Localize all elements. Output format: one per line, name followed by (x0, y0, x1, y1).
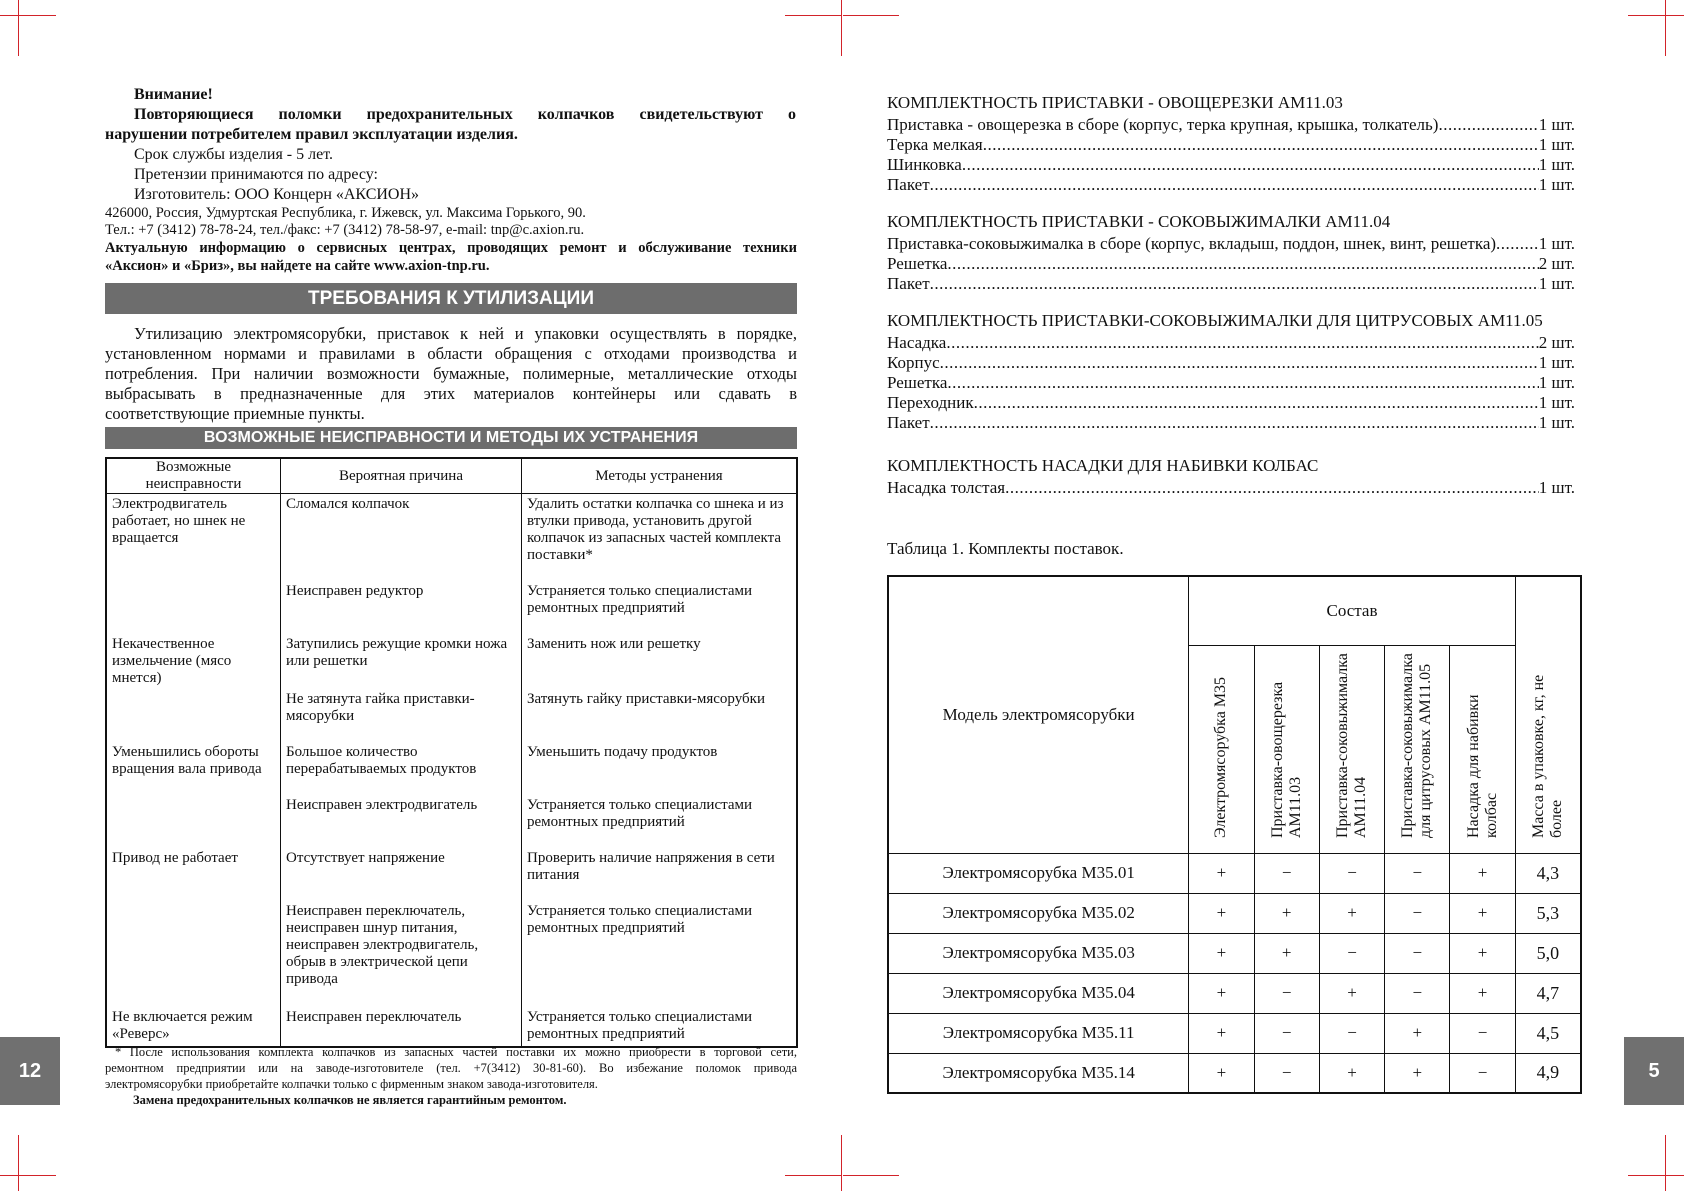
address: 426000, Россия, Удмуртская Республика, г. Ижевск, ул. Максима Горького, 90. (105, 205, 586, 221)
kit-item-qty: 2 шт. (1538, 254, 1575, 273)
leader-dots (930, 274, 1539, 294)
kit-item-name: Корпус (887, 353, 940, 372)
attention-label: Внимание! (134, 86, 213, 103)
page-number: 12 (0, 1037, 60, 1105)
faults-cell-cause: Не затянута гайка приставки-мясорубки (281, 689, 522, 742)
component-header-text: Приставка-соковыжималка для цитрусовых АМ11.05 (1399, 652, 1435, 838)
faults-cell-fault (106, 581, 281, 634)
component-cell: − (1254, 1013, 1319, 1053)
kit-item (887, 353, 1575, 373)
leader-dots (983, 135, 1539, 155)
faults-row (106, 634, 797, 689)
component-cell: + (1319, 1053, 1384, 1093)
faults-row (106, 689, 797, 742)
component-header-text: Электромясорубка М35 (1212, 676, 1230, 838)
component-cell: − (1254, 1053, 1319, 1093)
faults-cell-cause: Неисправен переключатель (281, 1007, 522, 1047)
leader-dots (947, 373, 1538, 393)
kit-item-name: Терка мелкая (887, 135, 983, 154)
faults-cell-cause: Затупились режущие кромки ножа или решетки (281, 634, 522, 689)
faults-row (106, 795, 797, 848)
faults-cell-fault: Не включается режим «Реверс» (106, 1007, 281, 1047)
component-cell: − (1254, 973, 1319, 1013)
kits-row (888, 1013, 1581, 1053)
page-number: 5 (1624, 1037, 1684, 1105)
kit-item-qty: 1 шт. (1538, 274, 1575, 293)
component-cell: − (1319, 853, 1384, 893)
faults-header: Вероятная причина (281, 458, 522, 494)
faults-cell-fault: Уменьшились обороты вращения вала привода (106, 742, 281, 795)
mass-cell: 5,0 (1515, 933, 1581, 973)
disposal-line: установленном нормами и правилами в области обращения с отходами производства и (105, 344, 797, 363)
component-cell: − (1254, 853, 1319, 893)
leader-dots (1005, 478, 1539, 498)
faults-row (106, 1007, 797, 1047)
model-cell: Электромясорубка М35.01 (888, 853, 1189, 893)
component-cell: − (1385, 853, 1450, 893)
kits-row (888, 893, 1581, 933)
component-cell: + (1189, 973, 1254, 1013)
kit-item-name: Приставка-соковыжималка в сборе (корпус, вкладыш, поддон, шнек, винт, решетка) (887, 234, 1497, 253)
mass-header (1515, 576, 1581, 853)
kit-item-name: Решетка (887, 373, 948, 392)
leader-dots (974, 393, 1539, 413)
faults-cell-cause: Неисправен электродвигатель (281, 795, 522, 848)
faults-cell-fault (106, 689, 281, 742)
kit-item (887, 413, 1575, 433)
component-cell: + (1254, 893, 1319, 933)
kit-item (887, 234, 1575, 254)
kit-item-qty: 1 шт. (1538, 373, 1575, 392)
leader-dots (930, 175, 1539, 195)
component-header (1450, 645, 1515, 853)
faults-cell-cause: Неисправен редуктор (281, 581, 522, 634)
kit-item (887, 333, 1575, 353)
faults-cell-fault (106, 901, 281, 1007)
faults-cell-fix: Заменить нож или решетку (522, 634, 798, 689)
faults-row (106, 742, 797, 795)
right-page (842, 0, 1684, 1191)
component-cell: + (1319, 973, 1384, 1013)
faults-cell-fix: Устраняется только специалистами ремонтных предприятий (522, 1007, 798, 1047)
component-cell: + (1385, 1013, 1450, 1053)
component-cell: + (1319, 893, 1384, 933)
faults-cell-cause: Большое количество перерабатываемых продуктов (281, 742, 522, 795)
component-header-text: Приставка-овощерезка АМ11.03 (1268, 681, 1304, 838)
component-header (1385, 645, 1450, 853)
leader-dots (947, 254, 1538, 274)
faults-heading: ВОЗМОЖНЫЕ НЕИСПРАВНОСТИ И МЕТОДЫ ИХ УСТРАНЕНИЯ (105, 427, 797, 449)
kit-item-qty: 1 шт. (1538, 353, 1575, 372)
faults-cell-fault: Привод не работает (106, 848, 281, 901)
component-cell: + (1450, 853, 1515, 893)
component-cell: + (1189, 1013, 1254, 1053)
component-cell: − (1385, 893, 1450, 933)
kit-item (887, 115, 1575, 135)
kits-row (888, 1053, 1581, 1093)
kit-item-qty: 1 шт. (1538, 234, 1575, 253)
footnote-bold: Замена предохранительных колпачков не является гарантийным ремонтом. (133, 1093, 567, 1107)
kit-title: КОМПЛЕКТНОСТЬ ПРИСТАВКИ - СОКОВЫЖИМАЛКИ АМ11.04 (887, 212, 1391, 231)
faults-cell-fix: Затянуть гайку приставки-мясорубки (522, 689, 798, 742)
component-cell: + (1189, 853, 1254, 893)
disposal-line: соответствующие приемные пункты. (105, 404, 365, 423)
kit-item-qty: 1 шт. (1538, 115, 1575, 134)
model-cell: Электромясорубка М35.02 (888, 893, 1189, 933)
table-caption: Таблица 1. Комплекты поставок. (887, 539, 1124, 558)
faults-cell-cause: Отсутствует напряжение (281, 848, 522, 901)
warning-line-1: Повторяющиеся поломки предохранительных колпачков свидетельствуют о (134, 106, 796, 123)
component-cell: + (1450, 933, 1515, 973)
component-cell: + (1254, 933, 1319, 973)
faults-header: Возможные неисправности (106, 458, 281, 494)
component-cell: − (1385, 933, 1450, 973)
mass-cell: 4,3 (1515, 853, 1581, 893)
kit-item (887, 478, 1575, 498)
component-cell: − (1319, 933, 1384, 973)
kit-item-name: Насадка (887, 333, 947, 352)
component-cell: − (1385, 973, 1450, 1013)
mass-cell: 4,5 (1515, 1013, 1581, 1053)
faults-cell-fault: Электродвигатель работает, но шнек не вращается (106, 494, 281, 581)
faults-cell-fix: Уменьшить подачу продуктов (522, 742, 798, 795)
faults-cell-fault (106, 795, 281, 848)
component-cell: − (1450, 1013, 1515, 1053)
model-cell: Электромясорубка М35.11 (888, 1013, 1189, 1053)
component-cell: + (1189, 893, 1254, 933)
kit-item-name: Насадка толстая (887, 478, 1006, 497)
component-cell: + (1385, 1053, 1450, 1093)
kit-item-name: Пакет (887, 175, 930, 194)
component-header-text: Приставка-соковыжималка АМ11.04 (1334, 652, 1369, 838)
component-header (1254, 645, 1319, 853)
kit-item (887, 274, 1575, 294)
service-info-line-1: Актуальную информацию о сервисных центрах, проводящих ремонт и обслуживание техники (105, 240, 797, 256)
claims-text: Претензии принимаются по адресу: (134, 166, 378, 183)
leader-dots (1438, 115, 1538, 135)
service-life: Срок службы изделия - 5 лет. (134, 146, 333, 163)
leader-dots (940, 353, 1539, 373)
kit-item-qty: 1 шт. (1538, 135, 1575, 154)
disposal-heading: ТРЕБОВАНИЯ К УТИЛИЗАЦИИ (105, 283, 797, 314)
faults-table (105, 457, 798, 1048)
footnote-line-2: ремонтном предприятии или на заводе-изготовителе (тел. +7(3412) 30-81-60). Во избежание поломок привода (105, 1061, 797, 1075)
kit-item-name: Шинковка (887, 155, 962, 174)
faults-cell-fix: Удалить остатки колпачка со шнека и из втулки привода, установить другой колпачок из запасных частей комплекта поставки* (522, 494, 798, 581)
faults-row (106, 581, 797, 634)
kit-item-name: Переходник (887, 393, 974, 412)
component-cell: − (1450, 1053, 1515, 1093)
kit-item-name: Решетка (887, 254, 948, 273)
component-cell: + (1189, 1053, 1254, 1093)
kit-item-qty: 1 шт. (1538, 175, 1575, 194)
kit-item (887, 393, 1575, 413)
kit-item (887, 373, 1575, 393)
faults-row (106, 848, 797, 901)
faults-cell-fix: Устраняется только специалистами ремонтных предприятий (522, 901, 798, 1007)
faults-header: Методы устранения (522, 458, 798, 494)
mass-cell: 4,7 (1515, 973, 1581, 1013)
warning-line-2: нарушении потребителем правил эксплуатации изделия. (105, 126, 518, 143)
footnote-line-3: электромясорубки приобретайте колпачки только с фирменным знаком завода-изготовителя. (105, 1077, 598, 1091)
faults-cell-cause: Неисправен переключатель, неисправен шнур питания, неисправен электродвигатель, обрыв в электрической цепи привода (281, 901, 522, 1007)
component-cell: − (1319, 1013, 1384, 1053)
disposal-line: потребления. При наличии возможности бумажные, полимерные, металлические отходы (105, 364, 797, 383)
kit-item-qty: 1 шт. (1538, 155, 1575, 174)
leader-dots (930, 413, 1539, 433)
kit-item-qty: 2 шт. (1538, 333, 1575, 352)
kit-title: КОМПЛЕКТНОСТЬ НАСАДКИ ДЛЯ НАБИВКИ КОЛБАС (887, 456, 1319, 475)
model-cell: Электромясорубка М35.04 (888, 973, 1189, 1013)
kits-row (888, 853, 1581, 893)
phones: Тел.: +7 (3412) 78-78-24, тел./факс: +7 (3412) 78-58-97, e-mail: tnp@c.axion.ru. (105, 222, 585, 238)
model-cell: Электромясорубка М35.03 (888, 933, 1189, 973)
kit-title: КОМПЛЕКТНОСТЬ ПРИСТАВКИ - ОВОЩЕРЕЗКИ АМ11.03 (887, 93, 1343, 112)
model-cell: Электромясорубка М35.14 (888, 1053, 1189, 1093)
kits-row (888, 973, 1581, 1013)
kit-item (887, 155, 1575, 175)
kits-row (888, 933, 1581, 973)
component-cell: + (1450, 893, 1515, 933)
kit-item (887, 175, 1575, 195)
kit-item-qty: 1 шт. (1538, 413, 1575, 432)
footnote-line-1: * После использования комплекта колпачков из запасных частей поставки их можно приобрести в торговой сети, (115, 1045, 797, 1059)
leader-dots (1496, 234, 1539, 254)
faults-cell-fix: Устраняется только специалистами ремонтных предприятий (522, 581, 798, 634)
kit-item (887, 135, 1575, 155)
leader-dots (962, 155, 1539, 175)
kit-item-name: Пакет (887, 274, 930, 293)
faults-cell-fix: Проверить наличие напряжения в сети питания (522, 848, 798, 901)
kit-title: КОМПЛЕКТНОСТЬ ПРИСТАВКИ-СОКОВЫЖИМАЛКИ ДЛЯ ЦИТРУСОВЫХ АМ11.05 (887, 311, 1543, 330)
manufacturer: Изготовитель: ООО Концерн «АКСИОН» (134, 186, 420, 203)
service-info-line-2: «Аксион» и «Бриз», вы найдете на сайте www.axion-tnp.ru. (105, 258, 490, 274)
faults-cell-fix: Устраняется только специалистами ремонтных предприятий (522, 795, 798, 848)
faults-cell-cause: Сломался колпачок (281, 494, 522, 581)
component-header (1319, 645, 1384, 853)
mass-header-text: Масса в упаковке, кг, не более (1529, 674, 1565, 838)
disposal-line: выбрасывать в предназначенные для этих материалов контейнеры или сдавать в (105, 384, 797, 403)
component-header-text: Насадка для набивки колбас (1464, 693, 1500, 838)
disposal-line: Утилизацию электромясорубки, приставок к ней и упаковки осуществлять в порядке, (134, 324, 797, 343)
kit-item-name: Приставка - овощерезка в сборе (корпус, терка крупная, крышка, толкатель) (887, 115, 1439, 134)
kit-item-qty: 1 шт. (1538, 393, 1575, 412)
faults-row (106, 901, 797, 1007)
component-header (1189, 645, 1254, 853)
leader-dots (946, 333, 1538, 353)
kit-item (887, 254, 1575, 274)
mass-cell: 5,3 (1515, 893, 1581, 933)
faults-row (106, 494, 797, 581)
mass-cell: 4,9 (1515, 1053, 1581, 1093)
component-cell: + (1189, 933, 1254, 973)
kits-table (887, 575, 1582, 1094)
component-cell: + (1450, 973, 1515, 1013)
faults-cell-fault: Некачественное измельчение (мясо мнется) (106, 634, 281, 689)
kit-item-qty: 1 шт. (1538, 478, 1575, 497)
model-header: Модель электромясорубки (888, 576, 1189, 853)
group-header: Состав (1189, 576, 1515, 645)
kit-item-name: Пакет (887, 413, 930, 432)
